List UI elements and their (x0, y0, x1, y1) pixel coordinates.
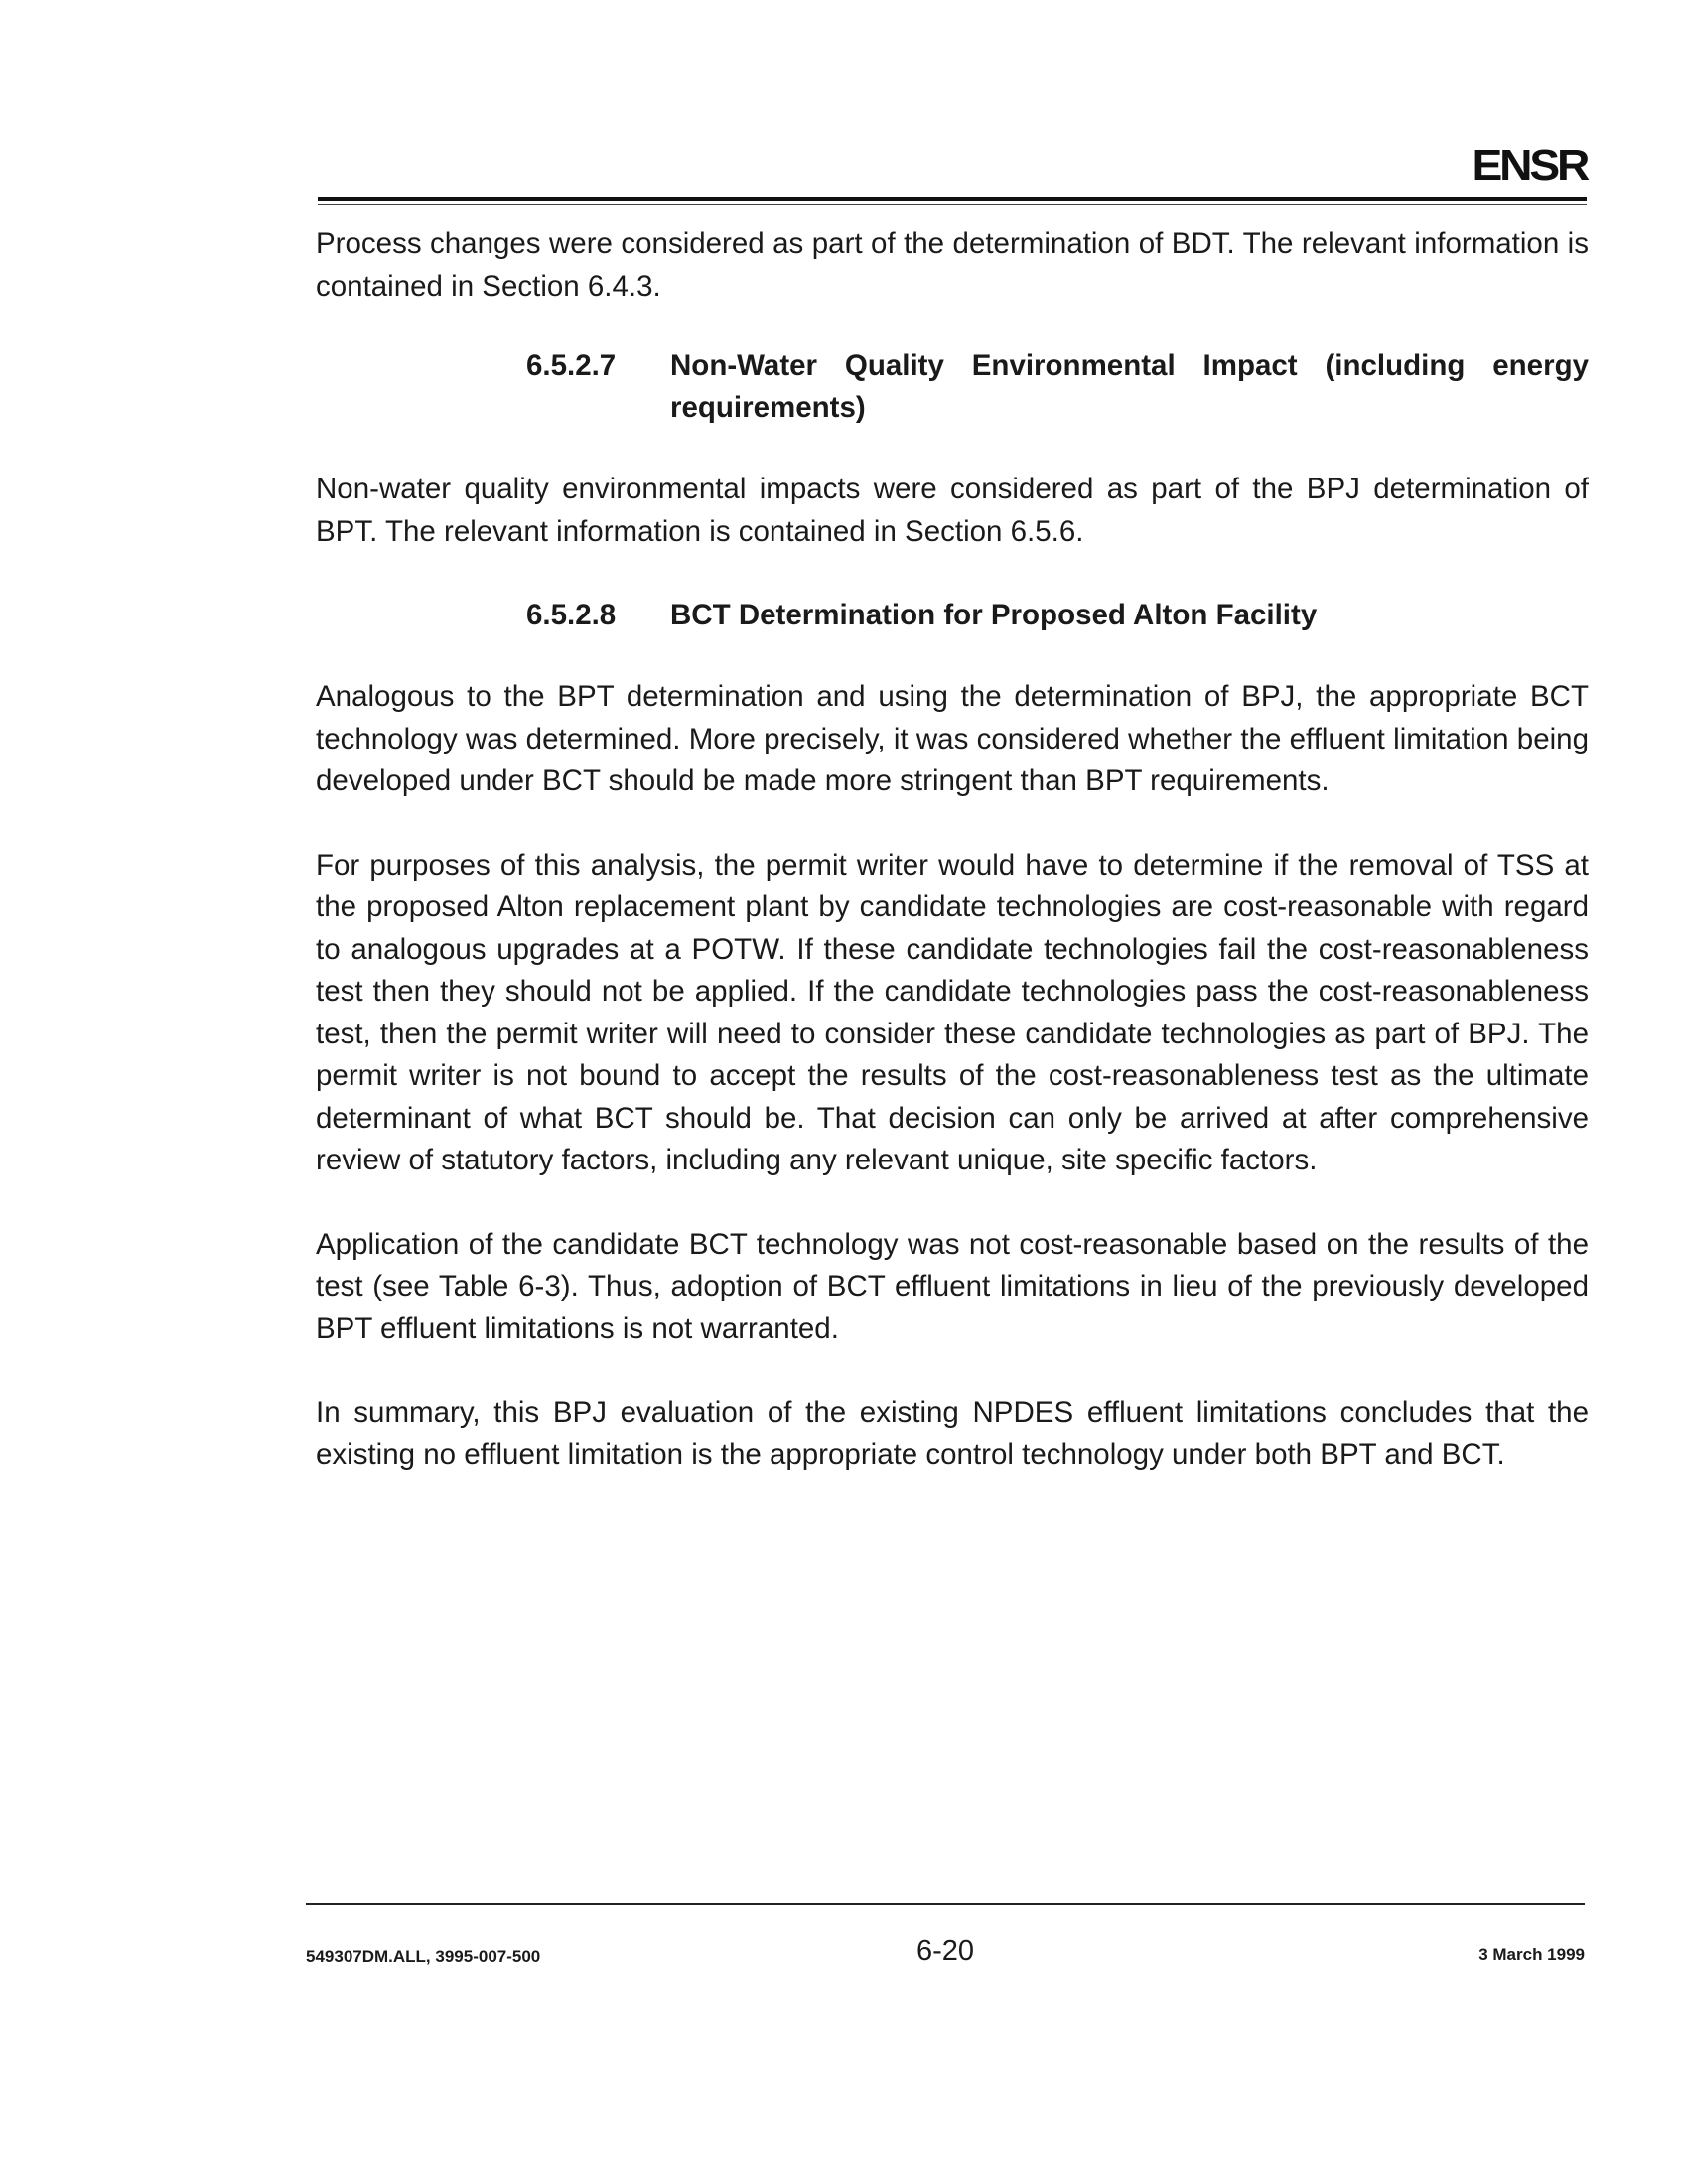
section-heading-6-5-2-7 (316, 345, 1589, 429)
section-number: 6.5.2.7 (526, 349, 617, 382)
section-number: 6.5.2.8 (526, 599, 617, 631)
paragraph-bct-application: Application of the candidate BCT technology was not cost-reasonable based on the results of the test (see Table 6-3). Thus, adoption of BCT effluent limitations in lieu of the previously developed BPT effluent limitations is not warranted. (316, 1227, 1589, 1345)
header-rule (318, 197, 1587, 201)
paragraph-non-water-impacts: Non-water quality environmental impacts were considered as part of the BPJ determination of BPT. The relevant information is contained in Section 6.5.6. (316, 473, 1589, 548)
document-date: 3 March 1999 (1478, 1945, 1585, 1964)
section-heading-6-5-2-8 (316, 595, 1589, 636)
footer-rule (306, 1903, 1585, 1905)
paragraph-permit-writer-analysis: For purposes of this analysis, the permit writer would have to determine if the removal of TSS at the proposed Alton replacement plant by candidate technologies are cost-reasonable with regard to analogous upgrades at a POTW. If these candidate technologies fail the cost-reasonableness test then they should not be applied. If the candidate technologies pass the cost-reasonableness test, then the permit writer will need to consider these candidate technologies as part of BPJ. The permit writer is not bound to accept the results of the cost-reasonableness test as the ultimate determinant of what BCT should be. That decision can only be arrived at after comprehensive review of statutory factors, including any relevant unique, site specific factors. (316, 848, 1589, 1176)
paragraph-bct-analogous: Analogous to the BPT determination and using the determination of BPJ, the appropriate BCT technology was determined. More precisely, it was considered whether the effluent limitation being developed under BCT should be made more stringent than BPT requirements. (316, 680, 1589, 797)
paragraph-summary: In summary, this BPJ evaluation of the existing NPDES effluent limitations concludes that the existing no effluent limitation is the appropriate control technology under both BPT and BCT. (316, 1396, 1589, 1471)
company-logo: ENSR (1472, 141, 1587, 190)
section-title: Non-Water Quality Environmental Impact (including energy requirements) (670, 349, 1589, 424)
page-number: 6-20 (916, 1935, 975, 1967)
page-footer (306, 1935, 1585, 1980)
document-id: 549307DM.ALL, 3995-007-500 (306, 1947, 541, 1966)
paragraph-process-changes: Process changes were considered as part of the determination of BDT. The relevant information is contained in Section 6.4.3. (316, 227, 1589, 303)
section-title: BCT Determination for Proposed Alton Facility (670, 599, 1318, 631)
header-rule-thin (318, 204, 1587, 205)
page-content (316, 223, 1589, 1476)
